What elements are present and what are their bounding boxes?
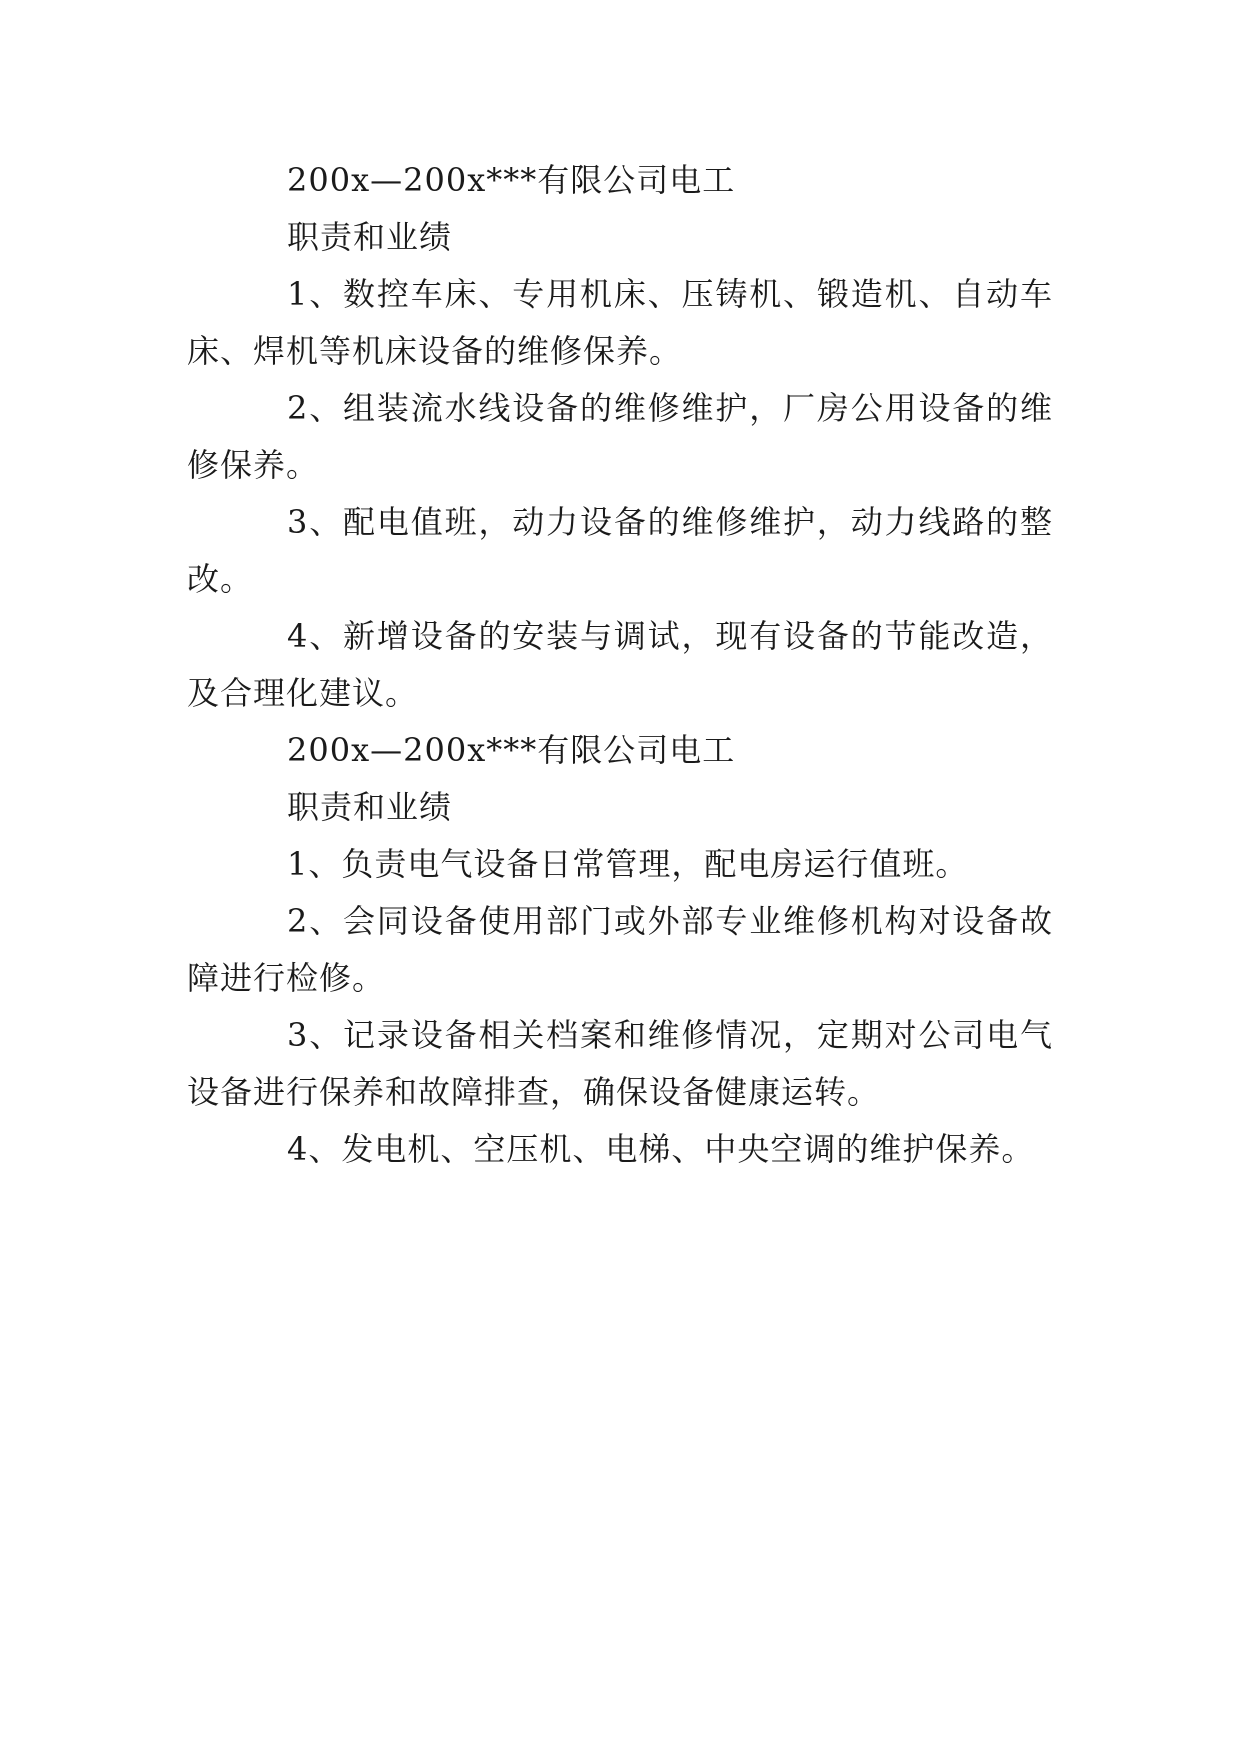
- duties-heading-1: 职责和业绩: [287, 218, 453, 256]
- duty-item: 4、发电机、空压机、电梯、中央空调的维护保养。: [287, 1130, 1035, 1168]
- duty-item: 4、新增设备的安装与调试，现有设备的节能改造，及合理化建议。: [187, 617, 1053, 712]
- duty-item: 1、负责电气设备日常管理，配电房运行值班。: [287, 845, 969, 883]
- duty-item: 3、配电值班，动力设备的维修维护，动力线路的整改。: [187, 503, 1053, 598]
- document-body: [187, 152, 1053, 1178]
- duty-item: 1、数控车床、专用机床、压铸机、锻造机、自动车床、焊机等机床设备的维修保养。: [187, 275, 1053, 370]
- duty-item: 2、组装流水线设备的维修维护，厂房公用设备的维修保养。: [187, 389, 1053, 484]
- duty-item: 2、会同设备使用部门或外部专业维修机构对设备故障进行检修。: [187, 902, 1053, 997]
- job-period-heading-2: 200x—200x***有限公司电工: [287, 731, 736, 769]
- job-period-heading-1: 200x—200x***有限公司电工: [287, 161, 736, 199]
- duties-heading-2: 职责和业绩: [287, 788, 453, 826]
- duty-item: 3、记录设备相关档案和维修情况，定期对公司电气设备进行保养和故障排查，确保设备健康运转。: [187, 1016, 1053, 1111]
